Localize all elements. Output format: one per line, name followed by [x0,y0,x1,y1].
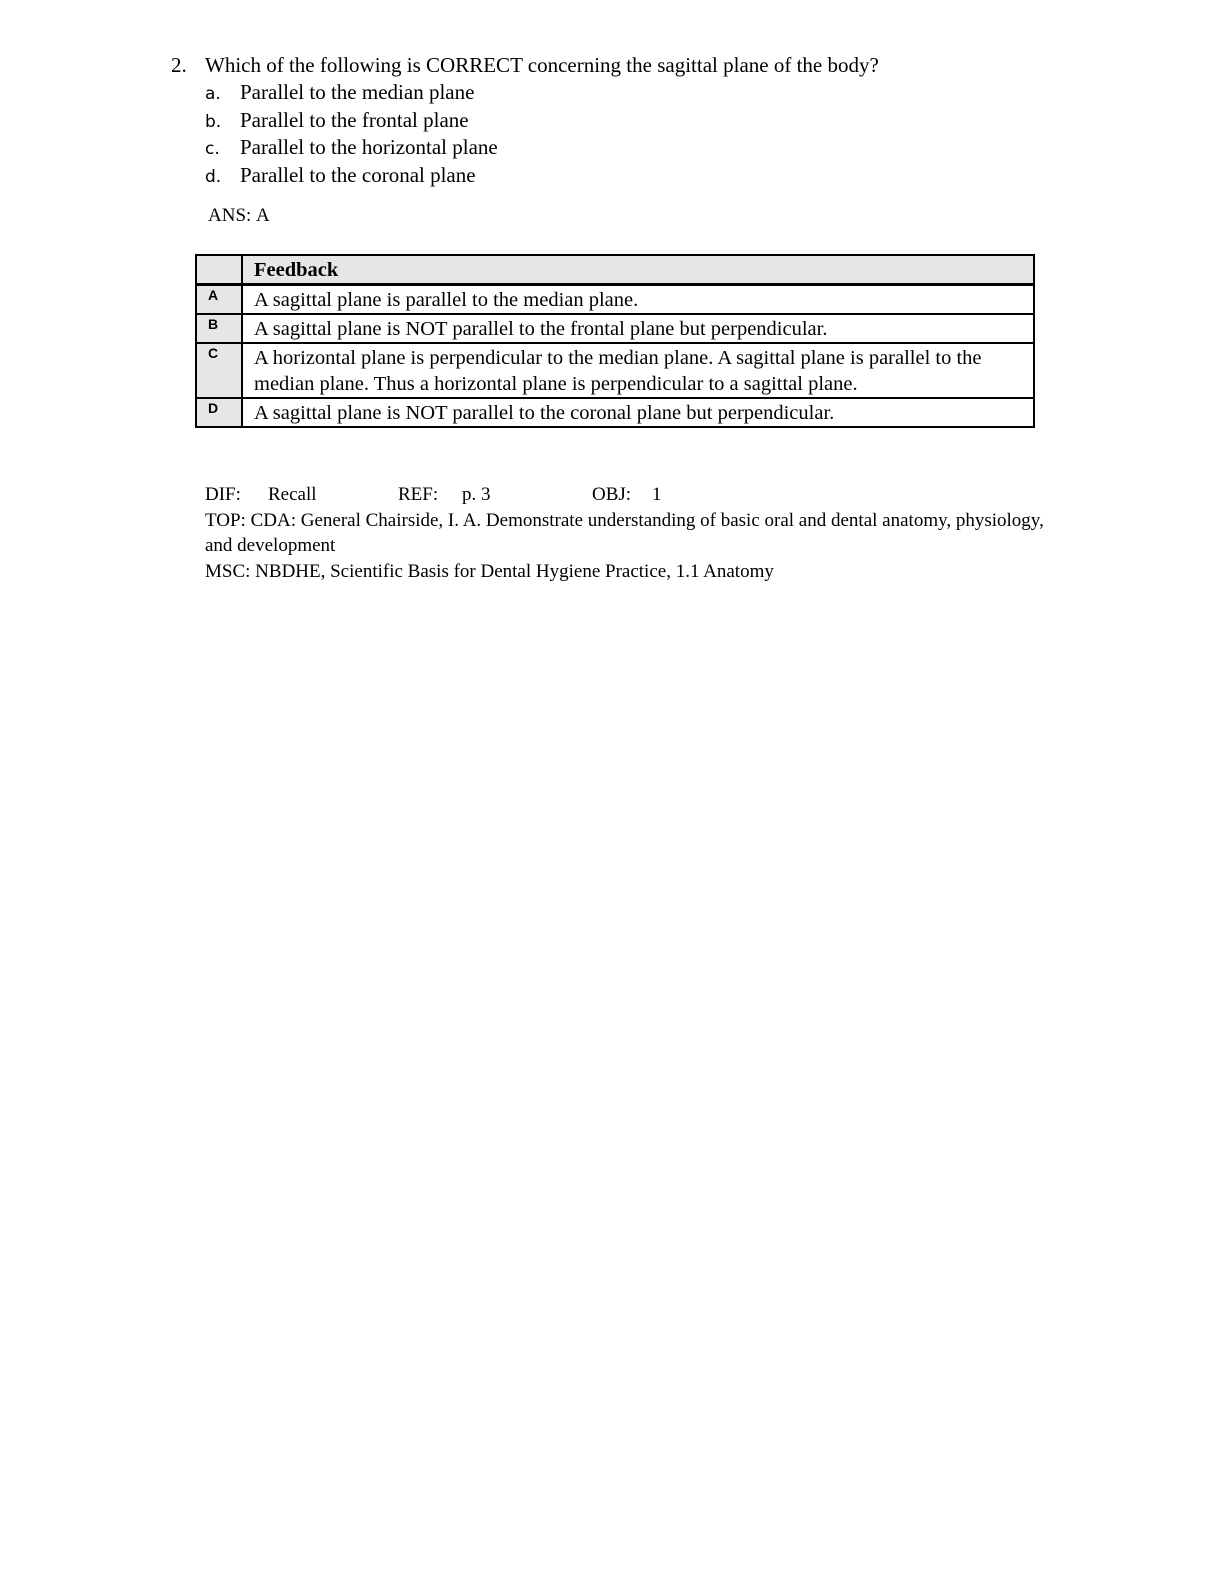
question-metadata [205,482,1065,584]
ref-value: p. 3 [462,484,491,505]
feedback-header: Feedback [242,255,1034,285]
feedback-letter: A [196,285,242,315]
feedback-table [195,254,1035,428]
feedback-text: A sagittal plane is parallel to the median plane. [242,285,1034,315]
dif-value: Recall [268,484,317,505]
feedback-letter: B [196,314,242,343]
choice-d [205,162,498,190]
choice-letter: c. [205,139,220,159]
feedback-text: A horizontal plane is perpendicular to the median plane. A sagittal plane is parallel to the median plane. Thus a horizontal plane is perpendicular to a sagittal plane. [242,343,1034,398]
choice-text: Parallel to the median plane [240,80,475,104]
answer-value: A [256,205,270,226]
question [171,52,879,78]
ref-label: REF: [398,484,439,505]
top-label: TOP: [205,509,246,531]
feedback-row-c [196,343,1034,398]
feedback-text: A sagittal plane is NOT parallel to the frontal plane but perpendicular. [242,314,1034,343]
feedback-row-b [196,314,1034,343]
feedback-letter: C [196,343,242,398]
obj-label: OBJ: [592,484,632,505]
choice-letter: a. [205,84,221,104]
choice-letter: b. [205,111,222,132]
msc-value: NBDHE, Scientific Basis for Dental Hygiene Practice, 1.1 Anatomy [255,560,774,582]
answer-label: ANS: [208,205,252,226]
feedback-header-row [196,255,1034,285]
obj-value: 1 [652,484,662,505]
meta-row-dif-ref-obj [205,482,1065,508]
choice-text: Parallel to the coronal plane [240,162,476,187]
answer-key [208,204,270,228]
choice-text: Parallel to the frontal plane [240,107,469,132]
msc-label: MSC: [205,560,251,582]
choice-a [205,79,498,107]
choice-letter: d. [205,166,222,187]
feedback-letter: D [196,398,242,427]
feedback-header-letter-cell [196,255,242,285]
meta-row-top [205,508,1065,559]
choice-text: Parallel to the horizontal plane [240,135,498,159]
feedback-row-a [196,285,1034,315]
answer-choices [205,79,498,189]
top-value: CDA: General Chairside, I. A. Demonstrate understanding of basic oral and dental anatomy, physiology, and development [205,509,1044,556]
choice-c [205,134,498,162]
choice-b [205,107,498,135]
question-number: 2. [171,53,187,77]
dif-label: DIF: [205,484,241,505]
feedback-text: A sagittal plane is NOT parallel to the coronal plane but perpendicular. [242,398,1034,427]
question-text: Which of the following is CORRECT concerning the sagittal plane of the body? [205,53,879,77]
meta-row-msc [205,559,1065,585]
feedback-row-d [196,398,1034,427]
